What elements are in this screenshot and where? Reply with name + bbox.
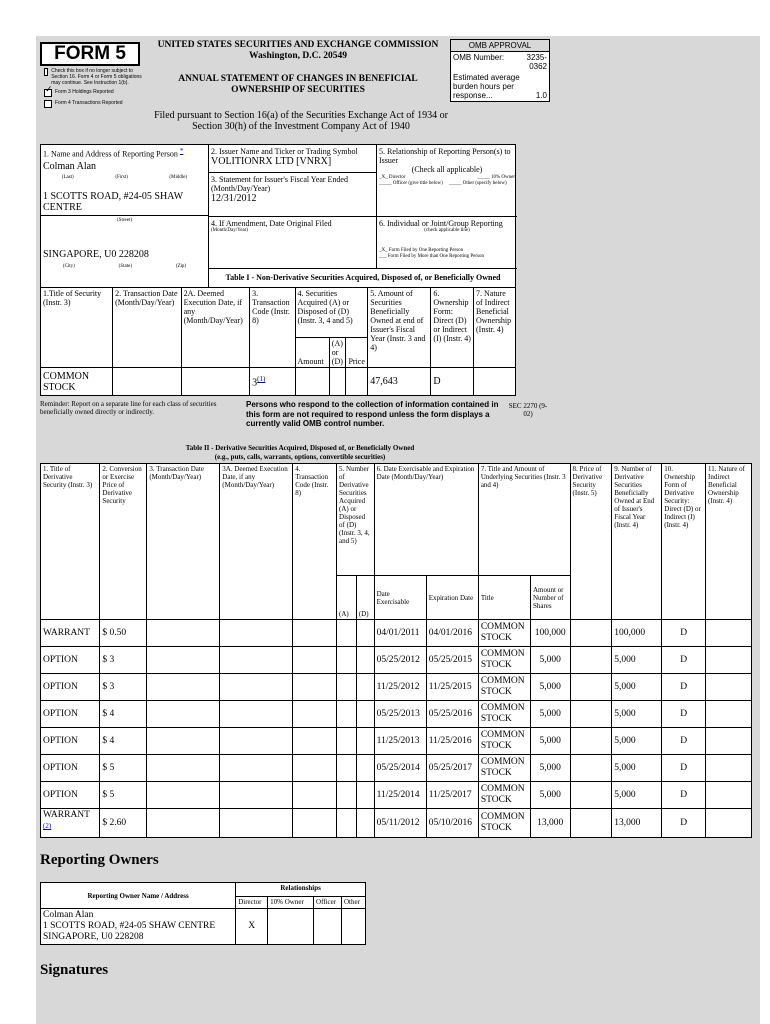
t2-row-amount: 13,000 (530, 809, 570, 838)
box3-fiscal-year (209, 173, 377, 217)
box4-label: 4. If Amendment, Date Original Filed (211, 219, 332, 228)
t1-col-deemed: 2A. Deemed Execution Date, if any (Month/Day/Year) (181, 288, 250, 368)
form3-holdings-text: Form 3 Holdings Reported (55, 89, 114, 95)
t2-row-amount: 100,000 (530, 620, 570, 647)
t1-col-title: 1.Title of Security (Instr. 3) (41, 288, 113, 368)
t1-sub-amount: Amount (295, 338, 329, 368)
t1-col-code: 3. Transaction Code (Instr. 8) (250, 288, 295, 368)
box1-label: 1. Name and Address of Reporting Person (43, 149, 178, 159)
t2-row-price: $ 3 (100, 647, 147, 674)
t2-row-title-cell (41, 782, 100, 809)
filed-line2: Section 30(h) of the Investment Company Act of 1940 (192, 121, 410, 132)
t2-row-price: $ 5 (100, 755, 147, 782)
t2-row-price: $ 0.50 (100, 620, 147, 647)
t2-row-title: WARRANT (43, 627, 90, 638)
box1-asterisk-link[interactable]: * (179, 147, 184, 155)
box3-label: 3. Statement for Issuer's Fiscal Year Ended (Month/Day/Year) (211, 175, 348, 193)
filed-line1: Filed pursuant to Section 16(a) of the Securities Exchange Act of 1934 or (154, 110, 448, 121)
table-row (41, 809, 752, 838)
t2-row-exercisable: 11/25/2012 (374, 674, 426, 701)
t2-row-price: $ 2.60 (100, 809, 147, 838)
form4-transactions-text: Form 4 Transactions Reported (55, 100, 123, 106)
t2-row-exercisable: 11/25/2013 (374, 728, 426, 755)
t2-row-expiration: 05/25/2016 (426, 701, 478, 728)
t2-col-title: 1. Title of Derivative Security (Instr. 3) (41, 464, 100, 620)
name-part-labels (41, 175, 208, 181)
box1-name-address (41, 145, 209, 291)
reporting-person-section (40, 144, 516, 290)
box6-individual-joint (377, 217, 517, 269)
checkbox-row-no-longer-subject[interactable] (44, 68, 144, 86)
signatures-heading: Signatures (40, 962, 109, 978)
t1-col-date: 2. Transaction Date (Month/Day/Year) (113, 288, 182, 368)
t2-sub-expiration: Expiration Date (426, 576, 478, 620)
t2-row-underlying-title: COMMON STOCK (478, 809, 530, 838)
no-longer-subject-checkbox[interactable] (44, 68, 48, 76)
sec-number: SEC 2270 (9-02) (508, 402, 548, 418)
t2-row-owned: 13,000 (612, 809, 662, 838)
t1-col-ownership-form: 6. Ownership Form: Direct (D) or Indirect (I) (Instr. 4) (431, 288, 474, 368)
t2-row-price: $ 4 (100, 728, 147, 755)
t2-row-expiration: 05/25/2015 (426, 647, 478, 674)
t1-col-amount-owned: 5. Amount of Securities Beneficially Owned at end of Issuer's Fiscal Year (Instr. 3 and 4) (368, 288, 431, 368)
t2-row-price: $ 4 (100, 701, 147, 728)
t1-row-code: 3 (252, 377, 258, 389)
owners-col-ten-pct: 10% Owner (268, 897, 314, 909)
t2-row-title: OPTION (43, 789, 78, 800)
t2-col-code: 4. Transaction Code (Instr. 8) (293, 464, 337, 620)
table-row (41, 647, 752, 674)
t2-row-form: D (662, 701, 706, 728)
t2-row-underlying-title: COMMON STOCK (478, 728, 530, 755)
t2-sub-title: Title (478, 576, 530, 620)
t1-sub-price: Price (346, 338, 368, 368)
t2-row-amount: 5,000 (530, 755, 570, 782)
box5-sub: (Check all applicable) (411, 165, 483, 174)
t2-col-deemed: 3A. Deemed Execution Date, if any (Month/Day/Year) (220, 464, 293, 620)
t2-row-amount: 5,000 (530, 647, 570, 674)
t2-row-owned: 5,000 (612, 755, 662, 782)
agency-location: Washington, D.C. 20549 (249, 51, 347, 61)
t2-row-owned: 5,000 (612, 647, 662, 674)
table2 (40, 463, 752, 838)
t2-row-title: OPTION (43, 654, 78, 665)
issuer-name: VOLITIONRX LTD [VNRX] (211, 156, 332, 167)
t2-row-owned: 5,000 (612, 782, 662, 809)
t2-row-expiration: 05/25/2017 (426, 755, 478, 782)
t2-row-amount: 5,000 (530, 782, 570, 809)
owners-col-officer: Officer (314, 897, 342, 909)
owners-col-name: Reporting Owner Name / Address (41, 883, 236, 909)
table-row (41, 701, 752, 728)
middle-label: (Middle) (169, 174, 188, 180)
t2-row-title: OPTION (43, 762, 78, 773)
t2-col-date: 3. Transaction Date (Month/Day/Year) (147, 464, 220, 620)
rel-other: _____ Other (specify below) (449, 181, 507, 186)
box6-option2: ___ Form Filed by More than One Reporting Person (379, 254, 484, 259)
t2-row-title-cell (41, 809, 100, 838)
fiscal-year-value: 12/31/2012 (211, 193, 257, 204)
t2-row-form: D (662, 809, 706, 838)
t2-row-exercisable: 05/25/2013 (374, 701, 426, 728)
statement-title-line1: ANNUAL STATEMENT OF CHANGES IN BENEFICIAL (178, 74, 418, 84)
omb-burden-value: 1.0 (535, 91, 547, 100)
t2-row-owned: 5,000 (612, 674, 662, 701)
t2-row-title-cell (41, 674, 100, 701)
t2-row-form: D (662, 674, 706, 701)
reporting-street: 1 SCOTTS ROAD, #24-05 SHAW CENTRE (43, 190, 183, 213)
box5-label: 5. Relationship of Reporting Person(s) to Issuer (379, 147, 511, 165)
owners-col-director: Director (236, 897, 268, 909)
t2-sub-d: (D) (356, 576, 374, 620)
t2-row-title-cell (41, 647, 100, 674)
t2-row-exercisable: 05/25/2014 (374, 755, 426, 782)
box5-relationship (377, 145, 517, 217)
t2-row-exercisable: 05/25/2012 (374, 647, 426, 674)
table-row (41, 909, 366, 945)
t2-row-form: D (662, 755, 706, 782)
omb-number-label: OMB Number: (453, 53, 505, 62)
t2-row-expiration: 05/10/2016 (426, 809, 478, 838)
form-page (36, 36, 760, 1024)
table-row (41, 620, 752, 647)
omb-burden-label: Estimated average burden hours per response... (453, 73, 520, 100)
t2-row-title-cell (41, 755, 100, 782)
form-title-box (40, 42, 140, 66)
box6-option1: _X_ Form Filed by One Reporting Person (379, 248, 464, 253)
reminder-left: Reminder: Report on a separate line for each class of securities beneficially owned directly or indirectly. (40, 400, 217, 416)
t2-row-title: OPTION (43, 708, 78, 719)
reporting-owners-heading: Reporting Owners (40, 852, 159, 868)
omb-burden-row (451, 72, 549, 101)
t2-row-underlying-title: COMMON STOCK (478, 674, 530, 701)
t2-col-exercisable: 6. Date Exercisable and Expiration Date (Month/Day/Year) (374, 464, 478, 576)
t2-row-exercisable: 11/25/2014 (374, 782, 426, 809)
t2-col-ownership-form: 10. Ownership Form of Derivative Security: Direct (D) or Indirect (I) (Instr. 4) (662, 464, 706, 620)
owners-col-relationships: Relationships (236, 883, 366, 897)
first-label: (First) (115, 174, 128, 180)
no-longer-subject-text: Check this box if no longer subject to Section 16. Form 4 or Form 5 obligations may continue. See Instruction 1(b). (51, 68, 142, 86)
t2-row-amount: 5,000 (530, 674, 570, 701)
t2-row-underlying-title: COMMON STOCK (478, 647, 530, 674)
t2-row-title: WARRANT (43, 810, 90, 820)
checkbox-group (44, 68, 144, 108)
reporting-person-name: Colman Alan (43, 160, 97, 172)
agency-header (144, 40, 452, 96)
rel-director: _X_ Director (379, 175, 406, 180)
t1-col-securities: 4. Securities Acquired (A) or Disposed of (D) (Instr. 3, 4 and 5) (295, 288, 368, 338)
t2-col-conversion: 2. Conversion or Exercise Price of Derivative Security (100, 464, 147, 620)
box4-amendment (209, 217, 377, 269)
t2-row-form: D (662, 782, 706, 809)
omb-number-value: 3235-0362 (526, 53, 547, 71)
t2-row-amount: 5,000 (530, 728, 570, 755)
filed-pursuant (136, 110, 466, 132)
t2-row-underlying-title: COMMON STOCK (478, 755, 530, 782)
table-row (41, 782, 752, 809)
t2-row-expiration: 11/25/2016 (426, 728, 478, 755)
owner-name: Colman Alan (43, 910, 94, 920)
t2-sub-a: (A) (337, 576, 357, 620)
checkbox-row-form4[interactable] (44, 100, 144, 108)
t2-row-expiration: 11/25/2015 (426, 674, 478, 701)
table1-title: Table I - Non-Derivative Securities Acquired, Disposed of, or Beneficially Owned (225, 273, 501, 282)
t2-row-underlying-title: COMMON STOCK (478, 620, 530, 647)
t2-col-number: 5. Number of Derivative Securities Acquired (A) or Disposed of (D) (Instr. 3, 4, and 5) (337, 464, 375, 576)
rel-officer: _____ Officer (give title below) (379, 181, 443, 186)
t2-row-expiration: 04/01/2016 (426, 620, 478, 647)
zip-label: (Zip) (175, 263, 187, 269)
box6-sub: (check applicable line) (424, 228, 470, 233)
state-label: (State) (118, 263, 132, 269)
t2-row-title-cell (41, 620, 100, 647)
checkbox-row-form3[interactable] (44, 89, 144, 97)
city-part-labels (41, 264, 208, 270)
t2-row-underlying-title: COMMON STOCK (478, 701, 530, 728)
t2-col-owned: 9. Number of Derivative Securities Beneficially Owned at End of Issuer's Fiscal Year (Instr. 4) (612, 464, 662, 620)
owner-address1: 1 SCOTTS ROAD, #24-05 SHAW CENTRE (43, 921, 216, 931)
t2-row-form: D (662, 647, 706, 674)
table1 (40, 287, 516, 396)
t2-row-owned: 100,000 (612, 620, 662, 647)
t2-row-expiration: 11/25/2017 (426, 782, 478, 809)
t2-row-title: OPTION (43, 735, 78, 746)
t2-col-underlying: 7. Title and Amount of Underlying Securities (Instr. 3 and 4) (478, 464, 570, 576)
t1-col-nature: 7. Nature of Indirect Beneficial Ownership (Instr. 4) (473, 288, 515, 368)
owner-address2: SINGAPORE, U0 228208 (43, 932, 144, 942)
t2-row-owned: 5,000 (612, 701, 662, 728)
t2-col-nature: 11. Nature of Indirect Beneficial Ownership (Instr. 4) (706, 464, 752, 620)
owners-col-other: Other (341, 897, 365, 909)
t2-sub-amount: Amount or Number of Shares (530, 576, 570, 620)
reporting-city: SINGAPORE, U0 228208 (43, 248, 149, 260)
form4-transactions-checkbox[interactable] (44, 100, 52, 108)
t2-col-price: 8. Price of Derivative Security (Instr. 5) (570, 464, 612, 620)
table-row (41, 674, 752, 701)
t2-row-exercisable: 04/01/2011 (374, 620, 426, 647)
table-row (41, 755, 752, 782)
t1-sub-aord: (A) or (D) (329, 338, 346, 368)
t2-sub-exercisable: Date Exercisable (374, 576, 426, 620)
t2-row-form: D (662, 620, 706, 647)
reporting-owners-table (40, 882, 366, 945)
t1-row-form: D (431, 368, 474, 396)
box2-label: 2. Issuer Name and Ticker or Trading Symbol (211, 147, 358, 156)
last-label: (Last) (61, 174, 74, 180)
box6-label: 6. Individual or Joint/Group Reporting (379, 219, 503, 228)
t2-row-amount: 5,000 (530, 701, 570, 728)
reminder-center: Persons who respond to the collection of information contained in this form are not required to respond unless the form displays a currently valid OMB control number. (246, 400, 499, 428)
t2-row-price: $ 3 (100, 674, 147, 701)
box2-issuer (209, 145, 377, 173)
form3-holdings-checkbox[interactable] (44, 89, 52, 97)
table2-body (41, 620, 752, 838)
box4-sub: (Month/Day/Year) (211, 228, 248, 233)
t2-row-underlying-title: COMMON STOCK (478, 782, 530, 809)
omb-title: OMB APPROVAL (451, 40, 549, 52)
table-row (41, 368, 516, 396)
rel-ten-pct-owner: _____ 10% Owner (477, 175, 515, 180)
t2-row-exercisable: 05/11/2012 (374, 809, 426, 838)
t2-row-form: D (662, 728, 706, 755)
footnote-2-link[interactable]: (2) (43, 822, 52, 830)
table2-subtitle: (e.g., puts, calls, warrants, options, convertible securities) (214, 453, 386, 461)
table2-title: Table II - Derivative Securities Acquired, Disposed of, or Beneficially Owned (185, 444, 415, 452)
omb-number-row (451, 52, 549, 72)
t2-row-price: $ 5 (100, 782, 147, 809)
statement-title-line2: OWNERSHIP OF SECURITIES (231, 85, 365, 95)
footnote-1-link[interactable]: (1) (257, 375, 266, 384)
table-row (41, 728, 752, 755)
t2-row-title-cell (41, 701, 100, 728)
agency-name: UNITED STATES SECURITIES AND EXCHANGE COMMISSION (157, 40, 439, 50)
omb-approval-box (450, 39, 550, 102)
t2-row-title-cell (41, 728, 100, 755)
form-title: FORM 5 (54, 43, 126, 64)
t1-row-amount-owned: 47,643 (368, 368, 431, 396)
t1-row-title: COMMON STOCK (41, 368, 113, 396)
t2-row-owned: 5,000 (612, 728, 662, 755)
street-label: (Street) (41, 215, 208, 224)
t2-row-title: OPTION (43, 681, 78, 692)
city-label: (City) (62, 263, 75, 269)
owner-director-mark: X (236, 909, 268, 945)
